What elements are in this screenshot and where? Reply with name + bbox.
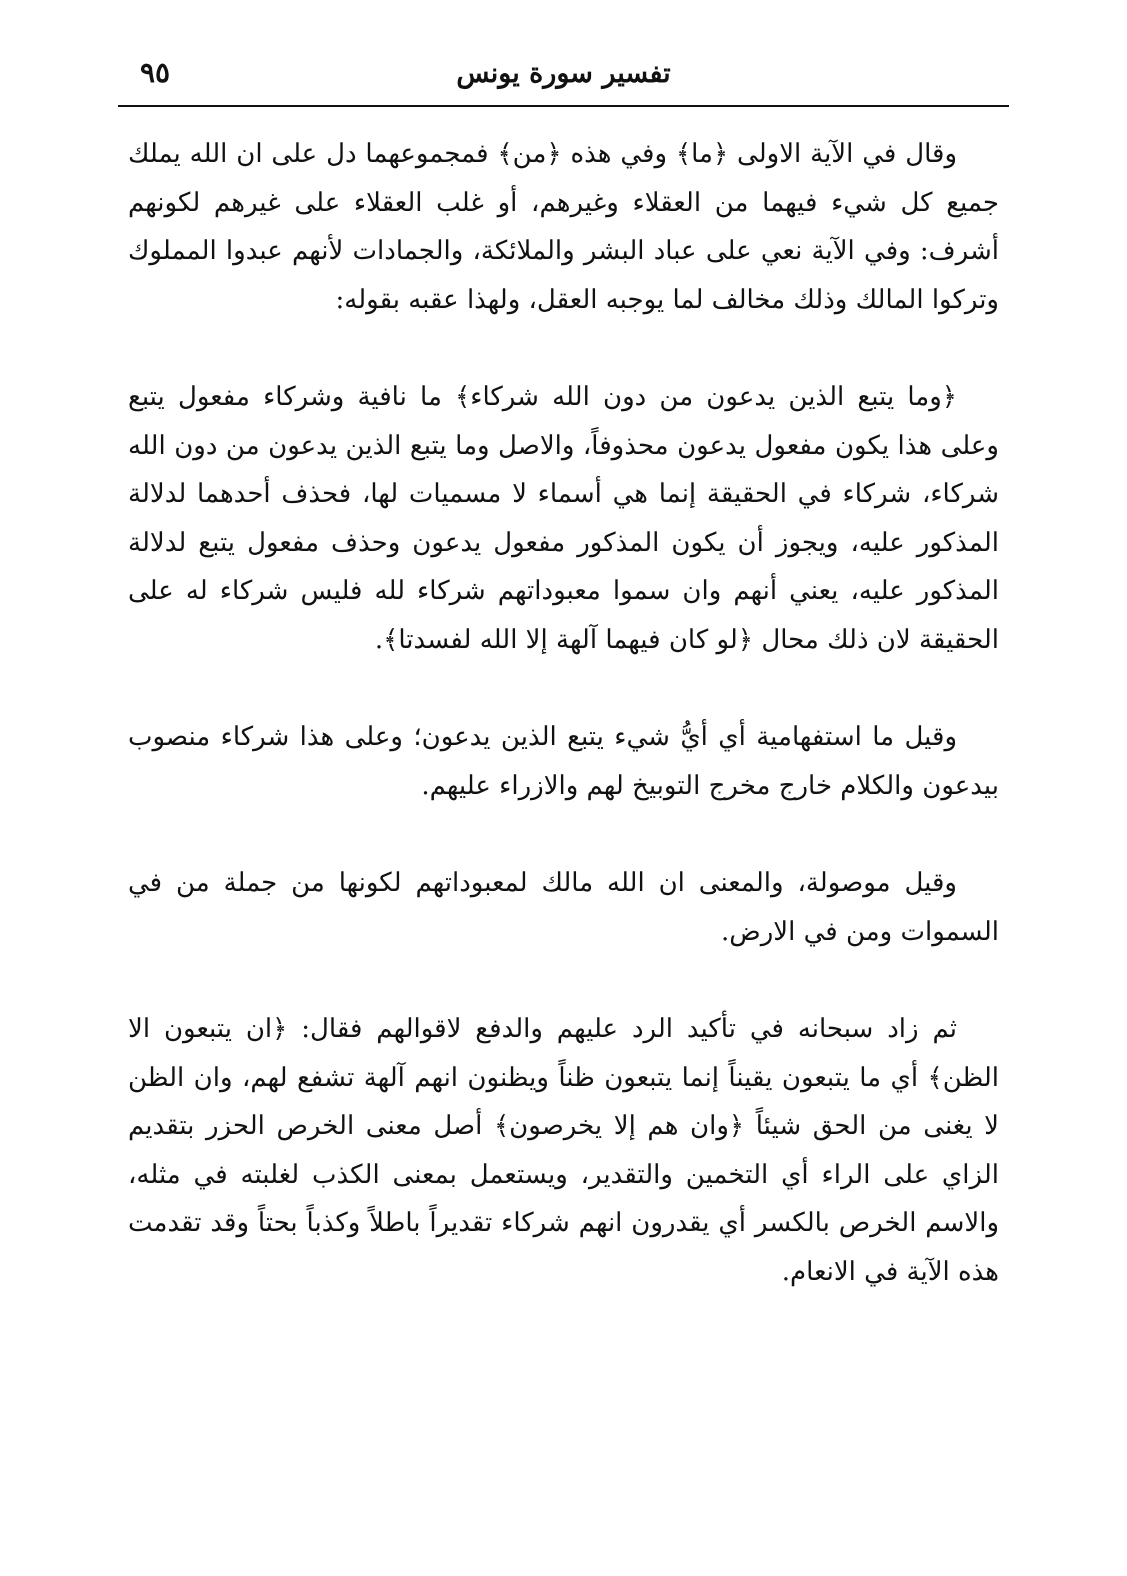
paragraph-3: وقيل ما استفهامية أي أيُّ شيء يتبع الذين يدعون؛ وعلى هذا شركاء منصوب بيدعون والكلام خارج مخرج التوبيخ لهم والازراء عليهم.	[128, 722, 999, 801]
header-rule	[118, 105, 1009, 107]
paragraph-2: ﴿وما يتبع الذين يدعون من دون الله شركاء﴾ ما نافية وشركاء مفعول يتبع وعلى هذا يكون مفعول يدعون محذوفاً، والاصل وما يتبع الذين يدعون من دون الله شركاء، شركاء في الحقيقة إنما هي أسماء لا مسميات لها، فحذف أحدهما لدلالة المذكور عليه، ويجوز أن يكون المذكور مفعول يدعون وحذف مفعول يتبع لدلالة المذكور عليه، يعني أنهم وان سموا معبوداتهم شركاء لله فليس شركاء له على الحقيقة لان ذلك محال ﴿لو كان فيهما آلهة إلا الله لفسدتا﴾.	[128, 382, 999, 655]
running-header	[118, 52, 1009, 104]
paragraph-4: وقيل موصولة، والمعنى ان الله مالك لمعبوداتهم لكونها من جملة من في السموات ومن في الارض.	[128, 868, 999, 947]
paragraph-5: ثم زاد سبحانه في تأكيد الرد عليهم والدفع لاقوالهم فقال: ﴿ان يتبعون الا الظن﴾ أي ما يتبعون يقيناً إنما يتبعون ظناً ويظنون انهم آلهة تشفع لهم، وان الظن لا يغنى من الحق شيئاً ﴿وان هم إلا يخرصون﴾ أصل معنى الخرص الحزر بتقديم الزاي على الراء أي التخمين والتقدير، ويستعمل بمعنى الكذب لغلبته في مثله، والاسم الخرص بالكسر أي يقدرون انهم شركاء تقديراً باطلاً وكذباً بحتاً وقد تقدمت هذه الآية في الانعام.	[128, 1014, 999, 1287]
paragraph-1: وقال في الآية الاولى ﴿ما﴾ وفي هذه ﴿من﴾ فمجموعهما دل على ان الله يملك جميع كل شيء فيهما من العقلاء وغيرهم، أو غلب العقلاء على غيرهم لكونهم أشرف: وفي الآية نعي على عباد البشر والملائكة، والجمادات لأنهم عبدوا المملوك وتركوا المالك وذلك مخالف لما يوجبه العقل، ولهذا عقبه بقوله:	[128, 139, 999, 315]
body-text	[128, 130, 999, 1296]
header-title: تفسير سورة يونس	[456, 58, 671, 89]
page-number: ٩٥	[140, 56, 171, 89]
